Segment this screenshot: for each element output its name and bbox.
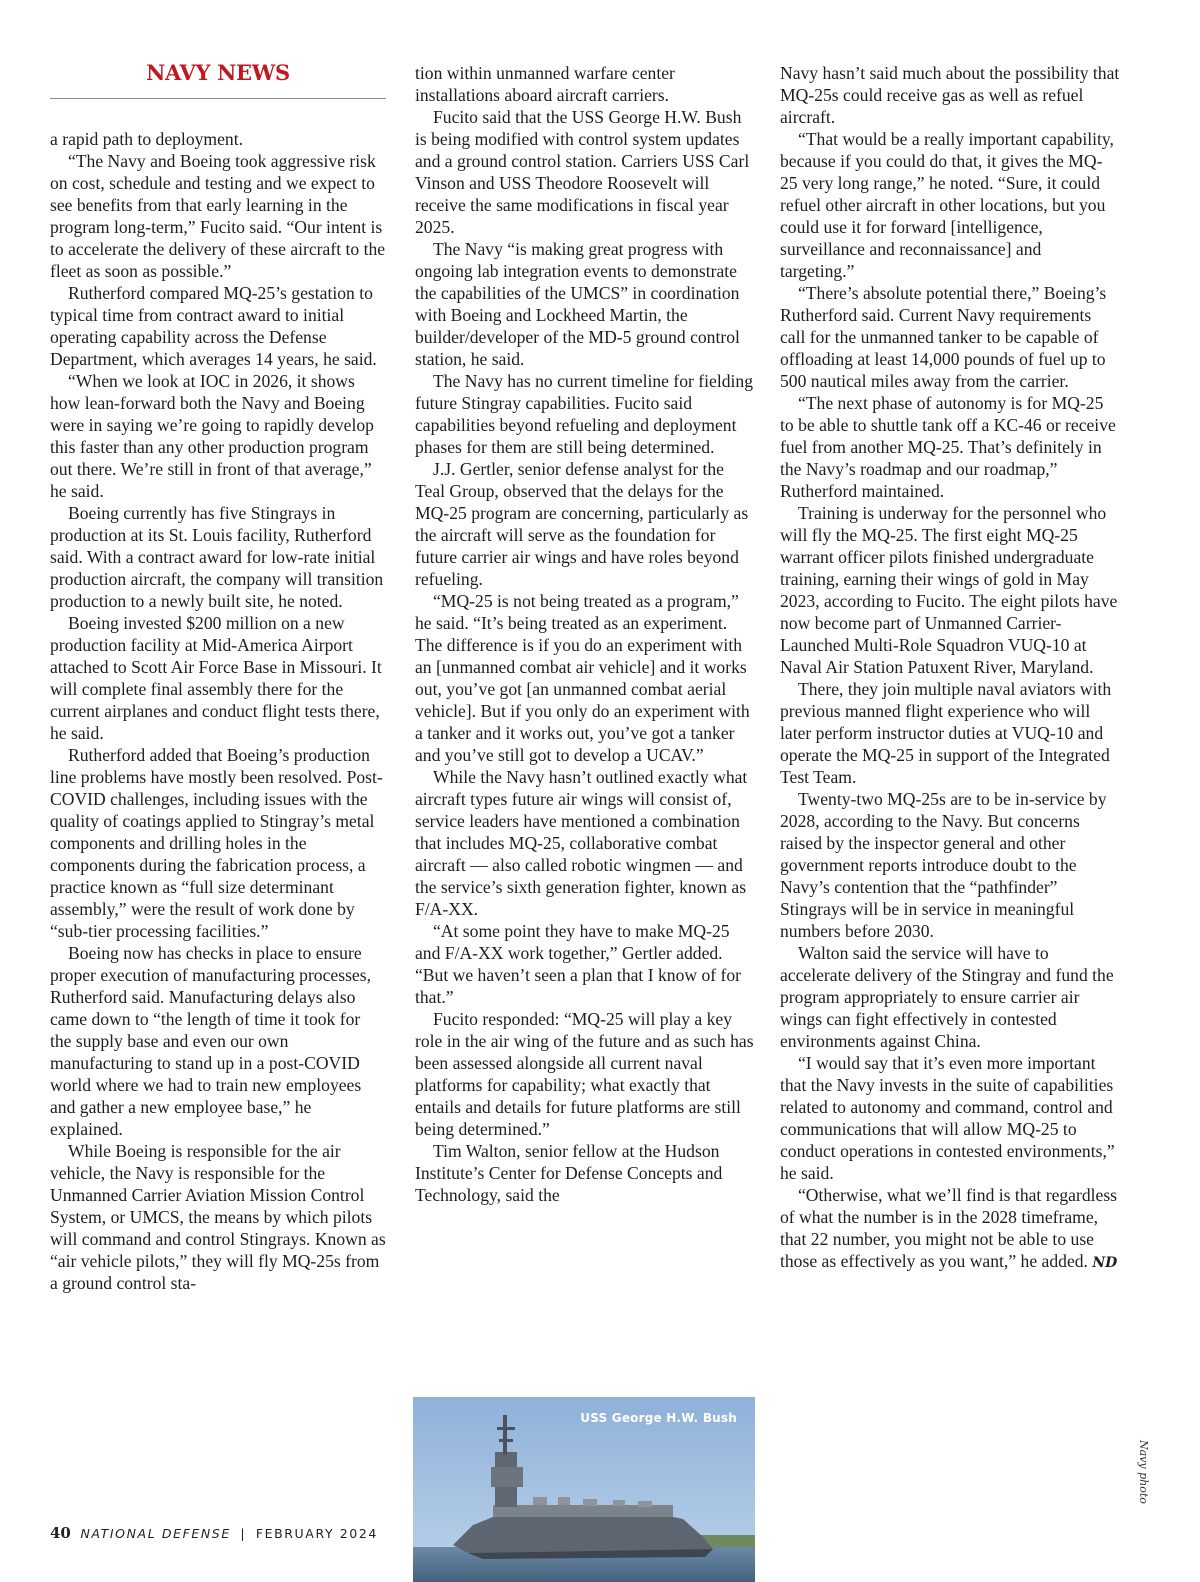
paragraph: “When we look at IOC in 2026, it shows how lean-forward both the Navy and Boeing were in saying we’re going to rapidly develop this faster than any other production program out there. We’re still in front of that average,” he said. xyxy=(50,371,374,501)
paragraph: Rutherford added that Boeing’s production line problems have mostly been resolved. Post-COVID challenges, including issues with the quality of coatings applied to Stingray’s metal components and drilling holes in the components during the fabrication process, a practice known as “full size determinant assembly,” were the result of work done by “sub-tier processing facilities.” xyxy=(50,745,383,941)
paragraph: Navy hasn’t said much about the possibility that MQ-25s could receive gas as well as refuel aircraft. xyxy=(780,63,1120,127)
page-footer xyxy=(50,1524,378,1542)
paragraph: “That would be a really important capability, because if you could do that, it gives the MQ-25 very long range,” he noted. “Sure, it could refuel other aircraft in other locations, but you could use it for forward [intelligence, surveillance and reconnaissance] and targeting.” xyxy=(780,129,1114,281)
paragraph: tion within unmanned warfare center installations aboard aircraft carriers. xyxy=(415,63,675,105)
paragraph: “I would say that it’s even more important that the Navy invests in the suite of capabilities related to autonomy and command, control and communications that will allow MQ-25 to conduct operations in contested environments,” he said. xyxy=(780,1053,1115,1183)
paragraph: Rutherford compared MQ-25’s gestation to typical time from contract award to initial operating capability across the Defense Department, which averages 14 years, he said. xyxy=(50,283,377,369)
paragraph: There, they join multiple naval aviators with previous manned flight experience who will later perform instructor duties at VUQ-10 and operate the MQ-25 in support of the Integrated Test Team. xyxy=(780,679,1112,787)
paragraph: a rapid path to deployment. xyxy=(50,129,243,149)
paragraph: Boeing now has checks in place to ensure proper execution of manufacturing processes, Rutherford said. Manufacturing delays also came down to “the length of time it took for the supply base and even our own manufacturing to stand up in a post-COVID world where we had to train new employees and gather a new employee base,” he explained. xyxy=(50,943,371,1139)
paragraph: Twenty-two MQ-25s are to be in-service by 2028, according to the Navy. But concerns raised by the inspector general and other government reports introduce doubt to the Navy’s contention that the “pathfinder” Stingrays will be in service in meaningful numbers before 2030. xyxy=(780,789,1107,941)
paragraph: While Boeing is responsible for the air vehicle, the Navy is responsible for the Unmanned Carrier Aviation Mission Control System, or UMCS, the means by which pilots will command and control Stingrays. Known as “air vehicle pilots,” they will fly MQ-25s from a ground control sta- xyxy=(50,1141,386,1293)
footer-separator: | xyxy=(240,1526,247,1541)
paragraph: Boeing currently has five Stingrays in production at its St. Louis facility, Rutherford said. With a contract award for low-rate initial production aircraft, the company will transition production to a newly built site, he noted. xyxy=(50,503,384,611)
paragraph: The Navy “is making great progress with ongoing lab integration events to demonstrate the capabilities of the UMCS” in coordination with Boeing and Lockheed Martin, the builder/developer of the MD-5 ground control station, he said. xyxy=(415,239,740,369)
paragraph: “There’s absolute potential there,” Boeing’s Rutherford said. Current Navy requirements call for the unmanned tanker to be capable of offloading at least 14,000 pounds of fuel up to 500 nautical miles away from the carrier. xyxy=(780,283,1107,391)
paragraph xyxy=(780,1184,1120,1274)
paragraph: “The Navy and Boeing took aggressive risk on cost, schedule and testing and we expect to see benefits from that early learning in the program long-term,” Fucito said. “Our intent is to accelerate the delivery of these aircraft to the fleet as soon as possible.” xyxy=(50,151,386,281)
issue-date: FEBRUARY 2024 xyxy=(255,1526,378,1541)
article-column-3 xyxy=(780,62,1120,1502)
paragraph: J.J. Gertler, senior defense analyst for the Teal Group, observed that the delays for the MQ-25 program are concerning, particularly as the aircraft will serve as the foundation for future carrier air wings and have roles beyond refueling. xyxy=(415,459,749,589)
paragraph: Fucito said that the USS George H.W. Bush is being modified with control system updates and a ground control station. Carriers USS Carl Vinson and USS Theodore Roosevelt will receive the same modifications in fiscal year 2025. xyxy=(415,107,750,237)
publication-name: NATIONAL DEFENSE xyxy=(80,1526,231,1541)
paragraph: Boeing invested $200 million on a new production facility at Mid-America Airport attached to Scott Air Force Base in Missouri. It will complete final assembly there for the current airplanes and conduct flight tests there, he said. xyxy=(50,613,382,743)
article-column-2 xyxy=(415,62,755,1392)
article-column-1 xyxy=(50,128,386,1508)
paragraph: The Navy has no current timeline for fielding future Stingray capabilities. Fucito said capabilities beyond refueling and deployment phases for them are still being determined. xyxy=(415,371,754,457)
photo-credit: Navy photo xyxy=(1137,1440,1150,1504)
paragraph: Fucito responded: “MQ-25 will play a key role in the air wing of the future and as such has been assessed alongside all current naval platforms for capability; what exactly that entails and details for future platforms are still being determined.” xyxy=(415,1009,754,1139)
paragraph: Walton said the service will have to accelerate delivery of the Stingray and fund the program appropriately to ensure carrier air wings can fight effectively in contested environments against China. xyxy=(780,943,1114,1051)
paragraph: “At some point they have to make MQ-25 and F/A-XX work together,” Gertler added. “But we haven’t seen a plan that I know of for that.” xyxy=(415,921,742,1007)
paragraph: Tim Walton, senior fellow at the Hudson Institute’s Center for Defense Concepts and Technology, said the xyxy=(415,1141,723,1205)
paragraph: “The next phase of autonomy is for MQ-25 to be able to shuttle tank off a KC-46 or receive fuel from another MQ-25. That’s definitely in the Navy’s roadmap and our roadmap,” Rutherford maintained. xyxy=(780,393,1116,501)
section-title: NAVY NEWS xyxy=(146,60,290,85)
carrier-photo xyxy=(413,1397,755,1582)
header-rule xyxy=(50,98,386,99)
page-number: 40 xyxy=(50,1524,71,1542)
paragraph-text: “Otherwise, what we’ll find is that regardless of what the number is in the 2028 timeframe, that 22 number, you might not be able to use those as effectively as you want,” he added. xyxy=(780,1185,1118,1271)
paragraph: “MQ-25 is not being treated as a program,” he said. “It’s being treated as an experiment. The difference is if you do an experiment with an [unmanned combat air vehicle] and it works out, you’ve got [an unmanned combat aerial vehicle]. But if you only do an experiment with a tanker and it works out, you’ve got a tanker and you’ve still got to develop a UCAV.” xyxy=(415,591,750,765)
photo-caption: USS George H.W. Bush xyxy=(580,1411,737,1425)
end-mark: ND xyxy=(1092,1255,1118,1271)
paragraph: While the Navy hasn’t outlined exactly what aircraft types future air wings will consist of, service leaders have mentioned a combination that includes MQ-25, collaborative combat aircraft — also called robotic wingmen — and the service’s sixth generation fighter, known as F/A-XX. xyxy=(415,767,748,919)
paragraph: Training is underway for the personnel who will fly the MQ-25. The first eight MQ-25 warrant officer pilots finished undergraduate training, earning their wings of gold in May 2023, according to Fucito. The eight pilots have now become part of Unmanned Carrier-Launched Multi-Role Squadron VUQ-10 at Naval Air Station Patuxent River, Maryland. xyxy=(780,503,1118,677)
